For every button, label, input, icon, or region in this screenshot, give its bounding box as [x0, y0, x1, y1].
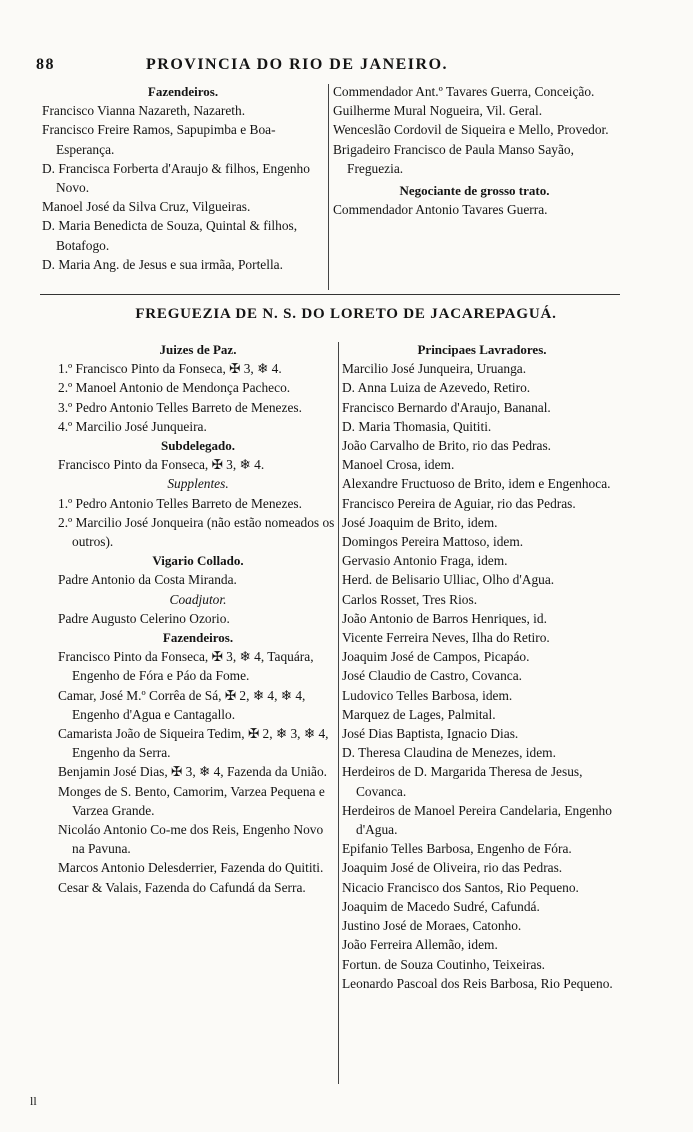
list-item: João Carvalho de Brito, rio das Pedras.	[342, 438, 551, 454]
list-item: D. Francisca Forberta d'Araujo & filhos, Engenho Novo.	[42, 160, 310, 196]
list-item: Joaquim José de Campos, Picapáo.	[342, 649, 530, 665]
fazendeiros-heading: Fazendeiros.	[162, 630, 234, 646]
list-item: Gervasio Antonio Fraga, idem.	[342, 553, 508, 569]
list-item: Francisco Pinto da Fonseca, ✠ 3, ❄ 4, Taquára, Engenho de Fóra e Páo da Fome.	[58, 649, 314, 684]
list-item: Francisco Pinto da Fonseca, ✠ 3, ❄ 4.	[58, 457, 265, 473]
list-item: Fortun. de Souza Coutinho, Teixeiras.	[342, 956, 545, 972]
edge-mark: ll	[30, 1094, 37, 1108]
list-item: Vicente Ferreira Neves, Ilha do Retiro.	[342, 630, 550, 646]
list-item: 2.º Marcilio José Jonqueira (não estão nomeados os outros).	[58, 514, 335, 550]
page-number: 88	[36, 56, 55, 73]
list-item: D. Anna Luiza de Azevedo, Retiro.	[342, 380, 531, 396]
list-item: 4.º Marcilio José Junqueira.	[58, 418, 207, 434]
list-item: Francisco Freire Ramos, Sapupimba e Boa-Esperança.	[42, 122, 276, 157]
list-item: Carlos Rosset, Tres Rios.	[342, 591, 478, 607]
list-item: D. Maria Thomasia, Quititi.	[342, 418, 492, 434]
list-item: Manoel José da Silva Cruz, Vilgueiras.	[42, 199, 251, 215]
list-item: Marcos Antonio Delesderrier, Fazenda do Quititi.	[58, 860, 324, 876]
list-item: Camar, José M.º Corrêa de Sá, ✠ 2, ❄ 4, ❄ 4, Engenho d'Agua e Cantagallo.	[58, 687, 306, 722]
parish-title: FREGUEZIA DE N. S. DO LORETO DE JACAREPAGUÁ.	[135, 306, 557, 322]
list-item: João Ferreira Allemão, idem.	[342, 937, 498, 953]
negociante-heading: Negociante de grosso trato.	[399, 183, 550, 199]
list-item: Domingos Pereira Mattoso, idem.	[342, 534, 524, 550]
list-item: Francisco Bernardo d'Araujo, Bananal.	[342, 399, 551, 415]
list-item: Nicacio Francisco dos Santos, Rio Pequeno.	[342, 879, 579, 895]
list-item: Joaquim de Macedo Sudré, Cafundá.	[342, 898, 540, 914]
list-item: 2.º Manoel Antonio de Mendonça Pacheco.	[58, 380, 291, 396]
list-item: José Joaquim de Brito, idem.	[342, 514, 498, 530]
list-item: D. Maria Ang. de Jesus e sua irmãa, Portella.	[42, 256, 283, 272]
running-title: PROVINCIA DO RIO DE JANEIRO.	[146, 56, 449, 73]
list-item: Justino José de Moraes, Catonho.	[342, 918, 522, 934]
list-item: 1.º Pedro Antonio Telles Barreto de Menezes.	[58, 495, 302, 511]
list-item: Herdeiros de D. Margarida Theresa de Jesus, Covanca.	[342, 764, 583, 799]
top-right-column	[333, 82, 616, 219]
list-item: Monges de S. Bento, Camorim, Varzea Pequena e Varzea Grande.	[58, 783, 325, 818]
list-item: Manoel Crosa, idem.	[342, 457, 455, 473]
list-item: Commendador Ant.º Tavares Guerra, Conceição.	[333, 84, 595, 99]
right-column	[342, 340, 622, 993]
list-item: Francisco Pereira de Aguiar, rio das Pedras.	[342, 495, 576, 511]
vigario-heading: Vigario Collado.	[152, 553, 244, 569]
list-item: D. Theresa Claudina de Menezes, idem.	[342, 745, 556, 761]
list-item: Ludovico Telles Barbosa, idem.	[342, 687, 513, 703]
fazendeiros-heading-top: Fazendeiros.	[147, 84, 219, 99]
list-item: Padre Augusto Celerino Ozorio.	[58, 610, 230, 626]
supplentes-heading: Supplentes.	[167, 476, 229, 492]
list-item: Marquez de Lages, Palmital.	[342, 706, 496, 722]
left-column	[58, 340, 338, 897]
list-item: Camarista João de Siqueira Tedim, ✠ 2, ❄ 3, ❄ 4, Engenho da Serra.	[58, 726, 329, 761]
list-item: Guilherme Mural Nogueira, Vil. Geral.	[333, 103, 543, 119]
list-item: Leonardo Pascoal dos Reis Barbosa, Rio Pequeno.	[342, 975, 613, 991]
list-item: D. Maria Benedicta de Souza, Quintal & filhos, Botafogo.	[42, 218, 298, 253]
list-item: José Claudio de Castro, Covanca.	[342, 668, 522, 684]
list-item: Marcilio José Junqueira, Uruanga.	[342, 361, 527, 377]
list-item: José Dias Baptista, Ignacio Dias.	[342, 726, 519, 742]
list-item: Commendador Antonio Tavares Guerra.	[333, 202, 548, 218]
list-item: Francisco Vianna Nazareth, Nazareth.	[42, 103, 246, 119]
list-item: Brigadeiro Francisco de Paula Manso Sayão, Freguezia.	[333, 141, 574, 176]
list-item: Epifanio Telles Barbosa, Engenho de Fóra.	[342, 841, 572, 857]
column-divider-bottom	[338, 342, 339, 1084]
list-item: Herdeiros de Manoel Pereira Candelaria, Engenho d'Agua.	[342, 802, 612, 838]
lavradores-heading: Principaes Lavradores.	[417, 342, 547, 357]
list-item: Alexandre Fructuoso de Brito, idem e Engenhoca.	[342, 476, 611, 492]
column-divider-top	[328, 84, 329, 290]
list-item: 1.º Francisco Pinto da Fonseca, ✠ 3, ❄ 4.	[58, 361, 282, 377]
list-item: João Antonio de Barros Henriques, id.	[342, 610, 547, 626]
list-item: Herd. de Belisario Ulliac, Olho d'Agua.	[342, 572, 555, 588]
page-header	[36, 56, 656, 78]
list-item: Padre Antonio da Costa Miranda.	[58, 572, 237, 588]
list-item: Joaquim José de Oliveira, rio das Pedras.	[342, 860, 563, 876]
list-item: Nicoláo Antonio Co-me dos Reis, Engenho Novo na Pavuna.	[58, 822, 324, 857]
juizes-heading: Juizes de Paz.	[159, 342, 237, 357]
list-item: Benjamin José Dias, ✠ 3, ❄ 4, Fazenda da União.	[58, 764, 327, 780]
coadjutor-heading: Coadjutor.	[169, 591, 227, 607]
list-item: Wenceslão Cordovil de Siqueira e Mello, Provedor.	[333, 122, 609, 138]
list-item: Cesar & Valais, Fazenda do Cafundá da Serra.	[58, 879, 306, 895]
subdelegado-heading: Subdelegado.	[160, 438, 236, 454]
top-left-column	[42, 82, 324, 274]
list-item: 3.º Pedro Antonio Telles Barreto de Menezes.	[58, 399, 302, 415]
section-rule	[40, 294, 620, 295]
